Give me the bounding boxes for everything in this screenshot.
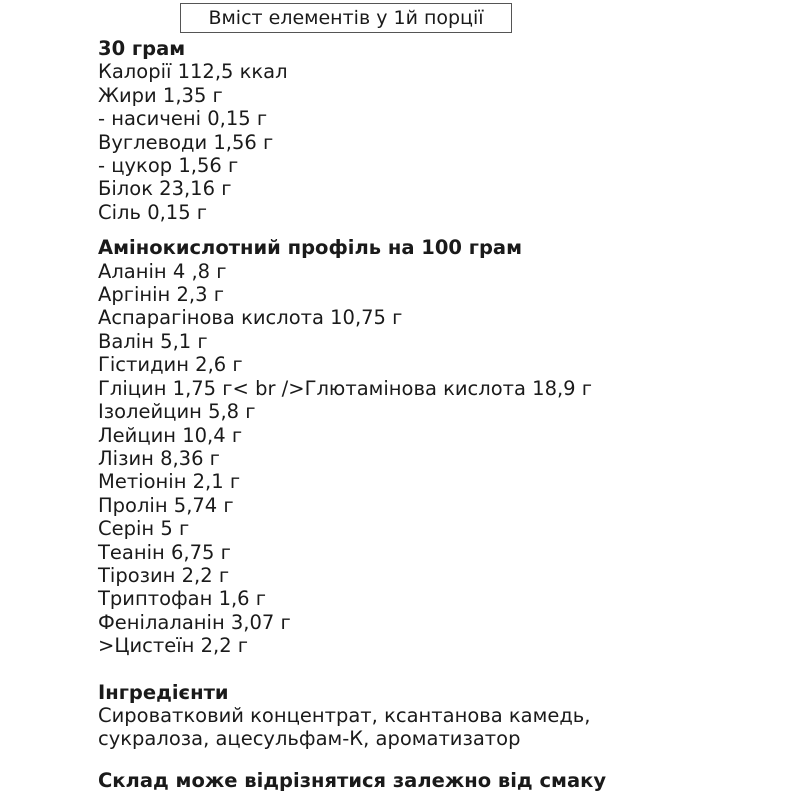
portion-header-title: Вміст елементів у 1й порції — [208, 7, 484, 29]
ingredients-line: сукралоза, ацесульфам-К, ароматизатор — [98, 727, 521, 751]
serving-item-salt: Сіль 0,15 г — [98, 200, 208, 224]
amino-item: Фенілаланін 3,07 г — [98, 610, 291, 634]
amino-item: >Цистеїн 2,2 г — [98, 634, 249, 658]
serving-item-protein: Білок 23,16 г — [98, 177, 232, 201]
amino-list — [98, 260, 788, 658]
spacer — [98, 658, 788, 681]
ingredients-line: Сироватковий концентрат, ксантанова камедь, — [98, 703, 591, 727]
amino-heading: Амінокислотний профіль на 100 грам — [98, 236, 523, 260]
amino-item: Теанін 6,75 г — [98, 540, 231, 564]
spacer — [98, 751, 788, 769]
amino-item: Тірозин 2,2 г — [98, 563, 230, 587]
amino-item: Метіонін 2,1 г — [98, 470, 241, 494]
portion-header — [180, 3, 512, 33]
amino-item: Аргінін 2,3 г — [98, 283, 224, 307]
amino-item: Валін 5,1 г — [98, 329, 208, 353]
amino-item: Серін 5 г — [98, 517, 190, 541]
serving-list — [98, 60, 788, 224]
amino-item: Лізин 8,36 г — [98, 446, 220, 470]
amino-item: Пролін 5,74 г — [98, 493, 234, 517]
amino-item: Аланін 4 ,8 г — [98, 259, 227, 283]
ingredients-text — [98, 704, 788, 751]
serving-heading: 30 грам — [98, 37, 186, 60]
amino-item: Триптофан 1,6 г — [98, 587, 267, 611]
serving-item-saturated: - насичені 0,15 г — [98, 107, 268, 131]
serving-item-fat: Жири 1,35 г — [98, 83, 223, 107]
serving-item-sugar: - цукор 1,56 г — [98, 154, 239, 178]
amino-item: Лейцин 10,4 г — [98, 423, 243, 447]
amino-item: Гістидин 2,6 г — [98, 353, 243, 377]
ingredients-heading: Інгредієнти — [98, 680, 229, 704]
spacer — [98, 224, 788, 236]
flavor-note: Склад може відрізнятися залежно від смаку — [98, 768, 607, 792]
amino-item: Ізолейцин 5,8 г — [98, 400, 256, 424]
serving-item-carbs: Вуглеводи 1,56 г — [98, 130, 274, 154]
nutrition-content — [98, 37, 788, 792]
amino-item: Аспарагінова кислота 10,75 г — [98, 306, 403, 330]
serving-item-calories: Калорії 112,5 ккал — [98, 60, 288, 84]
amino-item: Гліцин 1,75 г< br />Глютамінова кислота 18,9 г — [98, 376, 593, 400]
